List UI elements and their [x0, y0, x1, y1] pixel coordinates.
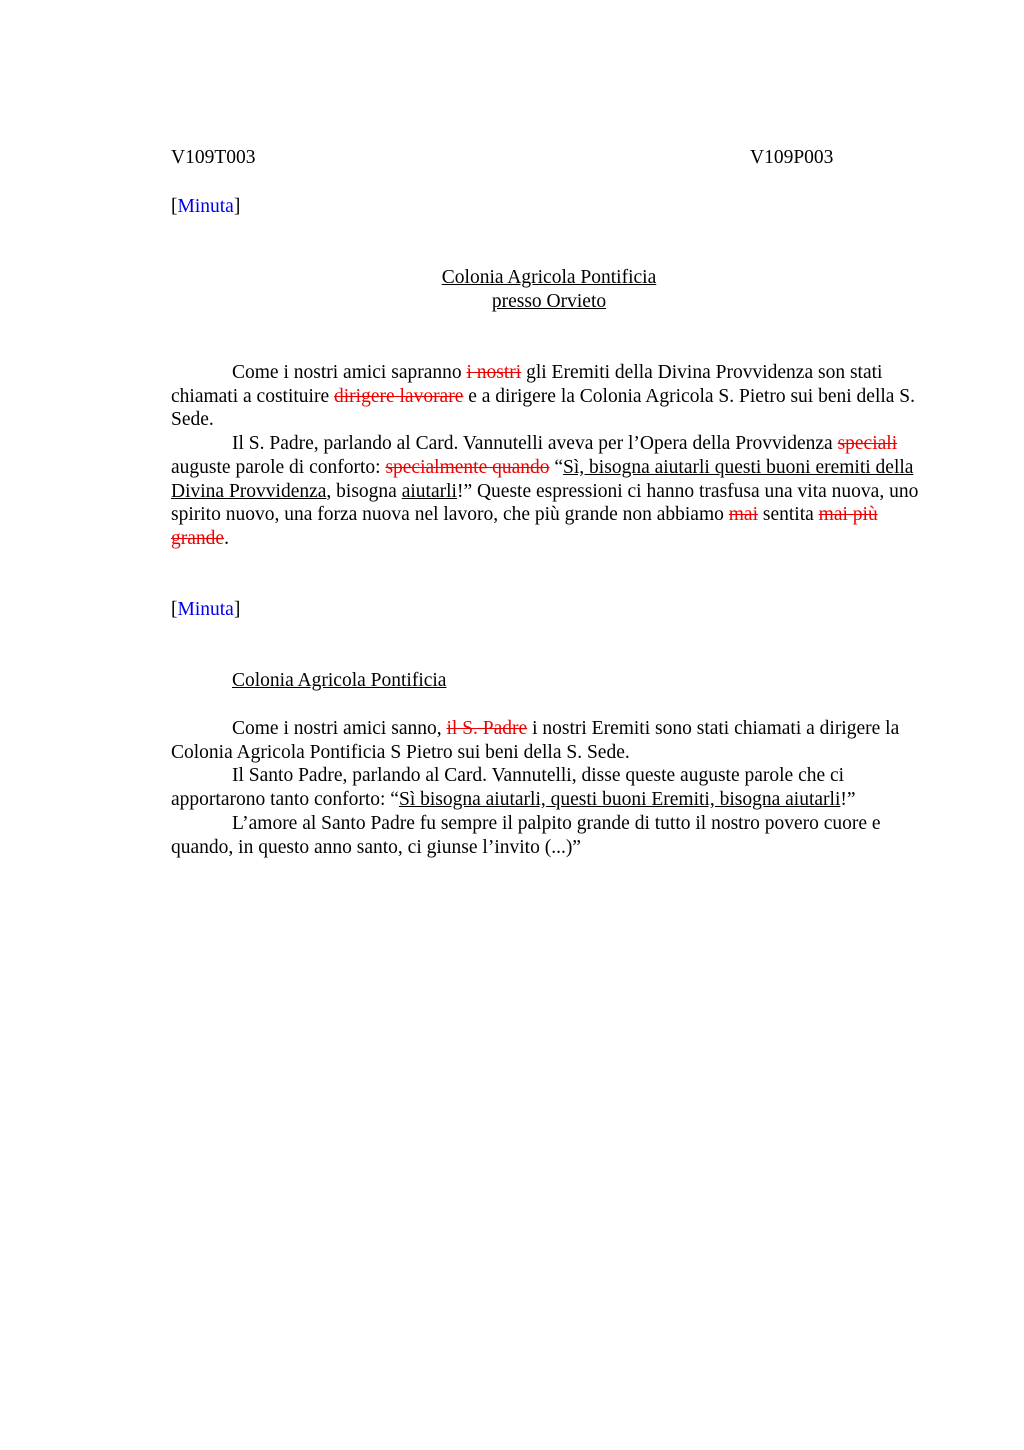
title-line-1: Colonia Agricola Pontificia [441, 267, 657, 288]
header-right-code: V109P003 [750, 147, 834, 168]
minuta-label-2: Minuta [177, 599, 234, 620]
section1-paragraph-1: Come i nostri amici sapranno i nostri gli Eremiti della Divina Provvidenza son stati chiamati a costituire dirigere lavorare e a dirigere la Colonia Agricola S. Pietro sui beni della S. Sede. [171, 362, 916, 431]
section2-body [171, 717, 931, 859]
section2-title: Colonia Agricola Pontificia [232, 670, 447, 691]
minuta-label-1: Minuta [177, 196, 234, 217]
section2-paragraph-1: Come i nostri amici sanno, il S. Padre i nostri Eremiti sono stati chiamati a dirigere la Colonia Agricola Pontificia S Pietro sui beni della S. Sede. [171, 718, 900, 763]
section1-paragraph-2: Il S. Padre, parlando al Card. Vannutelli aveva per l’Opera della Provvidenza speciali auguste parole di conforto: specialmente quando “Sì, bisogna aiutarli questi buoni eremiti della Divina Provvidenza, bisogna aiutarli!” Queste espressioni ci hanno trasfusa una vita nuova, uno spirito nuovo, una forza nuova nel lavoro, che più grande non abbiamo mai sentita mai più grande. [171, 433, 919, 549]
section1-title [171, 266, 927, 313]
section2-paragraph-2: Il Santo Padre, parlando al Card. Vannutelli, disse queste auguste parole che ci apportarono tanto conforto: “Sì bisogna aiutarli, questi buoni Eremiti, bisogna aiutarli!” [171, 765, 856, 811]
title-line-2: presso Orvieto [491, 290, 607, 312]
header-left-code: V109T003 [171, 147, 256, 168]
section1-body [171, 361, 931, 551]
minuta-tag-1: [Minuta] [171, 196, 241, 217]
section2-paragraph-3: L’amore al Santo Padre fu sempre il palpito grande di tutto il nostro povero cuore e quando, in questo anno santo, ci giunse l’invito (...)” [171, 812, 881, 858]
minuta-tag-2: [Minuta] [171, 599, 241, 620]
